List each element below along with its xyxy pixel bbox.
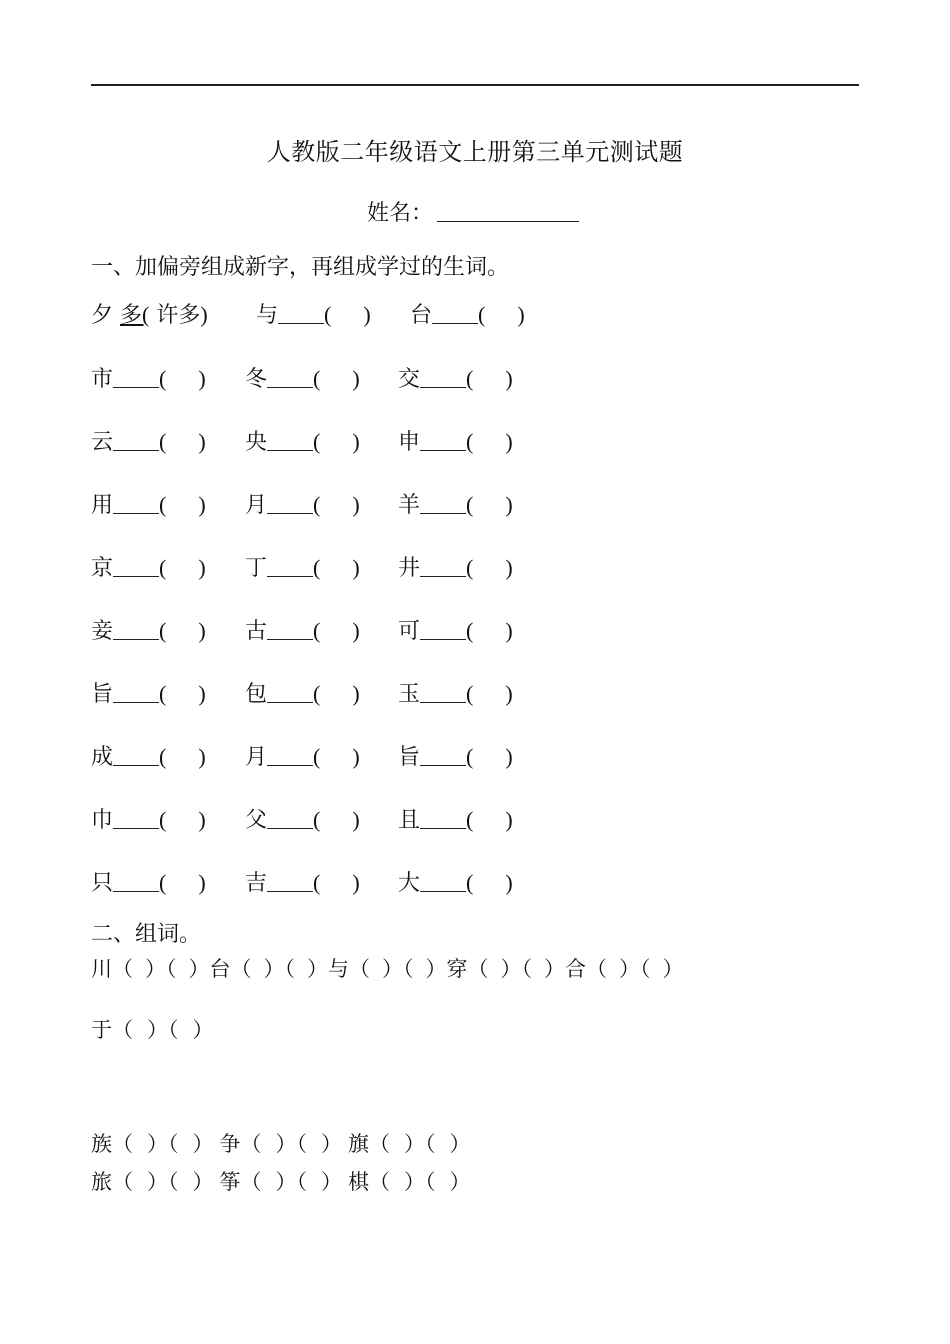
radical-char: 市 (91, 367, 114, 392)
row6-item-0[interactable]: 旨 ( ) (91, 681, 206, 707)
radical-char: 玉 (398, 682, 421, 707)
radical-char: 包 (245, 682, 268, 707)
radical-char: 羊 (398, 493, 421, 518)
header-rule (91, 84, 859, 86)
example-char: 夕 (91, 303, 114, 328)
answer-blank[interactable] (113, 808, 159, 829)
page-title: 人教版二年级语文上册第三单元测试题 (266, 138, 684, 166)
radical-char: 央 (245, 430, 268, 455)
answer-blank[interactable] (267, 493, 313, 514)
answer-blank[interactable] (267, 682, 313, 703)
word-char: 争 (219, 1132, 241, 1156)
radical-char: 井 (398, 556, 421, 581)
answer-blank[interactable] (267, 367, 313, 388)
row1-item-2[interactable]: 交 ( ) (398, 366, 513, 392)
radical-char: 月 (245, 493, 268, 518)
row5-item-2[interactable]: 可 ( ) (398, 618, 513, 644)
section1-heading: 一、加偏旁组成新字，再组成学过的生词。 (91, 255, 510, 280)
answer-blank[interactable] (113, 556, 159, 577)
section2-line1: 川（ ）（ ）台（ ）（ ）与（ ）（ ）穿（ ）（ ）合（ ）（ ） (91, 957, 684, 981)
radical-char: 云 (91, 430, 114, 455)
radical-char: 月 (245, 745, 268, 770)
word-char: 棋 (348, 1170, 369, 1194)
answer-blank[interactable] (267, 619, 313, 640)
row1-item-1[interactable]: 冬 ( ) (245, 366, 360, 392)
example-word: 许多 (156, 303, 201, 328)
radical-char: 交 (398, 367, 421, 392)
word-char: 川 (91, 957, 112, 981)
row9-item-1[interactable]: 吉 ( ) (245, 870, 360, 896)
answer-blank[interactable] (113, 367, 159, 388)
radical-char: 父 (245, 808, 268, 833)
radical-char: 可 (398, 619, 421, 644)
row6-item-1[interactable]: 包 ( ) (245, 681, 360, 707)
section2-line2: 于（ ）（ ） (91, 1018, 214, 1042)
row4-item-2[interactable]: 井 ( ) (398, 555, 513, 581)
answer-blank[interactable] (420, 871, 466, 892)
row5-item-0[interactable]: 妾 ( ) (91, 618, 206, 644)
radical-char: 吉 (245, 871, 268, 896)
answer-blank[interactable] (267, 745, 313, 766)
radical-char: 妾 (91, 619, 114, 644)
radical-char: 丁 (245, 556, 268, 581)
row7-item-2[interactable]: 旨 ( ) (398, 744, 513, 770)
word-char: 与 (328, 957, 349, 981)
answer-blank[interactable] (420, 430, 466, 451)
row4-item-1[interactable]: 丁 ( ) (245, 555, 360, 581)
radical-char: 京 (91, 556, 114, 581)
answer-blank[interactable] (113, 682, 159, 703)
answer-blank[interactable] (267, 871, 313, 892)
word-char: 旅 (91, 1170, 112, 1194)
answer-blank[interactable] (420, 808, 466, 829)
radical-char: 古 (245, 619, 268, 644)
row7-item-1[interactable]: 月 ( ) (245, 744, 360, 770)
row2-item-1[interactable]: 央 ( ) (245, 429, 360, 455)
word-char: 台 (209, 957, 231, 981)
name-field (367, 196, 579, 227)
answer-blank[interactable] (420, 619, 466, 640)
answer-blank[interactable] (113, 493, 159, 514)
row0-item-1[interactable]: 与 ( ) (256, 302, 371, 328)
answer-blank[interactable] (420, 367, 466, 388)
answer-blank[interactable] (420, 745, 466, 766)
row8-item-1[interactable]: 父 ( ) (245, 807, 360, 833)
row3-item-2[interactable]: 羊 ( ) (398, 492, 513, 518)
radical-char: 只 (91, 871, 114, 896)
section2-heading: 二、组词。 (91, 922, 202, 947)
word-char: 筝 (219, 1170, 241, 1194)
answer-blank[interactable] (113, 619, 159, 640)
radical-char: 旨 (91, 682, 114, 707)
radical-char: 申 (398, 430, 421, 455)
answer-blank[interactable] (113, 871, 159, 892)
row7-item-0[interactable]: 成 ( ) (91, 744, 206, 770)
example-new-char: 多 (120, 303, 143, 328)
section2-line4: 旅（ ）（ ） 筝（ ）（ ） 棋（ ）（ ） (91, 1170, 471, 1194)
radical-char: 冬 (245, 367, 268, 392)
radical-char: 且 (398, 808, 421, 833)
example-item: 夕 多( 许多) (91, 302, 208, 328)
answer-blank[interactable] (420, 556, 466, 577)
section2-line3: 族（ ）（ ） 争（ ）（ ） 旗（ ）（ ） (91, 1132, 471, 1156)
row0-item-2[interactable]: 台 ( ) (410, 302, 525, 328)
answer-blank[interactable] (267, 430, 313, 451)
row9-item-0[interactable]: 只 ( ) (91, 870, 206, 896)
radical-char: 成 (91, 745, 114, 770)
row9-item-2[interactable]: 大 ( ) (398, 870, 513, 896)
radical-char: 巾 (91, 808, 114, 833)
row1-item-0[interactable]: 市 ( ) (91, 366, 206, 392)
answer-blank[interactable] (420, 493, 466, 514)
answer-blank[interactable] (267, 808, 313, 829)
word-char: 旗 (348, 1132, 369, 1156)
answer-blank[interactable] (113, 745, 159, 766)
answer-blank[interactable] (420, 682, 466, 703)
word-char: 于 (91, 1018, 112, 1042)
row3-item-0[interactable]: 用 ( ) (91, 492, 206, 518)
word-char: 穿 (446, 957, 468, 981)
name-blank[interactable] (437, 201, 579, 222)
row8-item-2[interactable]: 且 ( ) (398, 807, 513, 833)
answer-blank[interactable] (267, 556, 313, 577)
row2-item-2[interactable]: 申 ( ) (398, 429, 513, 455)
answer-blank[interactable] (113, 430, 159, 451)
word-char: 族 (91, 1132, 112, 1156)
name-label: 姓名： (367, 201, 434, 226)
radical-char: 大 (398, 871, 421, 896)
row2-item-0[interactable]: 云 ( ) (91, 429, 206, 455)
row5-item-1[interactable]: 古 ( ) (245, 618, 360, 644)
radical-char: 用 (91, 493, 114, 518)
row8-item-0[interactable]: 巾 ( ) (91, 807, 206, 833)
radical-char: 旨 (398, 745, 421, 770)
row6-item-2[interactable]: 玉 ( ) (398, 681, 513, 707)
row3-item-1[interactable]: 月 ( ) (245, 492, 360, 518)
row4-item-0[interactable]: 京 ( ) (91, 555, 206, 581)
word-char: 合 (565, 957, 586, 981)
